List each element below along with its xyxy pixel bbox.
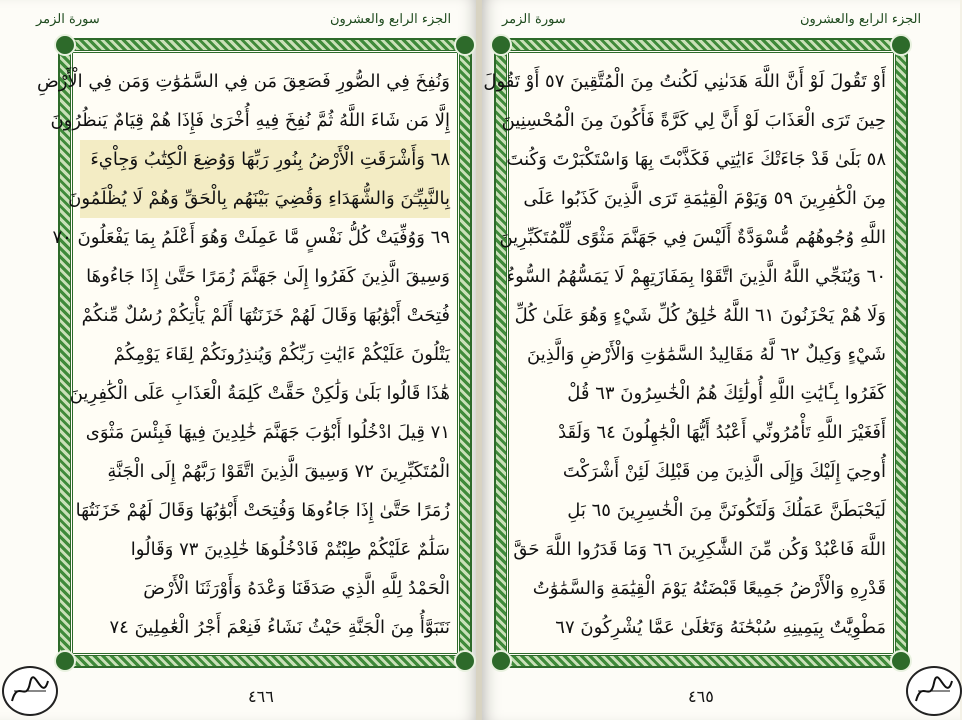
page-number-right: ٤٦٥	[688, 687, 714, 706]
text-line: وَنُفِخَ فِي الصُّورِ فَصَعِقَ مَن فِي السَّمَٰوَٰتِ وَمَن فِي الْأَرْضِ	[36, 71, 450, 92]
publisher-seal-logo	[906, 666, 962, 716]
text-line: مِنَ الْكَٰفِرِينَ ٥٩ وَيَوْمَ الْقِيَٰمَةِ تَرَى الَّذِينَ كَذَبُوا عَلَى	[523, 188, 886, 209]
text-line: حِينَ تَرَى الْعَذَابَ لَوْ أَنَّ لِي كَرَّةً فَأَكُونَ مِنَ الْمُحْسِنِينَ	[501, 110, 886, 131]
right-page	[482, 0, 960, 720]
text-line: شَيْءٍ وَكِيلٌ ٦٢ لَّهُ مَقَالِيدُ السَّمَٰوَٰتِ وَالْأَرْضِ وَالَّذِينَ	[527, 344, 886, 365]
frame-corner-ornament	[890, 34, 912, 56]
text-line: سَلَٰمٌ عَلَيْكُمْ طِبْتُمْ فَادْخُلُوهَا خَٰلِدِينَ ٧٣ وَقَالُوا	[130, 539, 450, 560]
frame-corner-ornament	[890, 650, 912, 672]
text-line: اللَّهِ وُجُوهُهُم مُّسْوَدَّةٌ أَلَيْسَ فِي جَهَنَّمَ مَثْوًى لِّلْمُتَكَبِّرِينَ	[499, 227, 886, 248]
text-line: يَتْلُونَ عَلَيْكُمْ ءَايَٰتِ رَبِّكُمْ وَيُنذِرُونَكُمْ لِقَاءَ يَوْمِكُمْ	[113, 344, 450, 365]
frame-corner-ornament	[490, 34, 512, 56]
header-juz-right: الجزء الرابع والعشرون	[800, 12, 922, 27]
header-surah-right: سورة الزمر	[502, 12, 566, 27]
text-line: وَلَا هُمْ يَحْزَنُونَ ٦١ اللَّهُ خَٰلِقُ كُلِّ شَيْءٍ وَهُوَ عَلَىٰ كُلِّ	[514, 305, 886, 326]
text-line: ٥٨ بَلَىٰ قَدْ جَاءَتْكَ ءَايَٰتِي فَكَذَّبْتَ بِهَا وَاسْتَكْبَرْتَ وَكُنتَ	[506, 149, 886, 170]
text-line: ٦٩ وَوُفِّيَتْ كُلُّ نَفْسٍ مَّا عَمِلَتْ وَهُوَ أَعْلَمُ بِمَا يَفْعَلُونَ ٧٠	[52, 227, 450, 248]
left-page	[0, 0, 478, 720]
frame-corner-ornament	[454, 650, 476, 672]
ornamental-frame-right	[483, 38, 908, 668]
text-line: الْمُتَكَبِّرِينَ ٧٢ وَسِيقَ الَّذِينَ اتَّقَوْا رَبَّهُمْ إِلَى الْجَنَّةِ	[107, 461, 450, 482]
text-line-highlighted: بِالنَّبِيِّـۧنَ وَالشُّهَدَاءِ وَقُضِيَ بَيْنَهُم بِالْحَقِّ وَهُمْ لَا يُظْلَمُونَ	[80, 179, 450, 218]
text-line: ٧١ قِيلَ ادْخُلُوا أَبْوَٰبَ جَهَنَّمَ خَٰلِدِينَ فِيهَا فَبِئْسَ مَثْوَى	[85, 422, 450, 443]
text-line: لَيَحْبَطَنَّ عَمَلُكَ وَلَتَكُونَنَّ مِنَ الْخَٰسِرِينَ ٦٥ بَلِ	[567, 500, 886, 521]
seal-calligraphy-icon	[912, 673, 956, 709]
text-line: إِلَّا مَن شَاءَ اللَّهُ ثُمَّ نُفِخَ فِيهِ أُخْرَىٰ فَإِذَا هُمْ قِيَامٌ يَنظُرُونَ	[50, 110, 450, 131]
header-juz-left: الجزء الرابع والعشرون	[330, 12, 452, 27]
quran-text-left	[36, 62, 450, 646]
text-line: أَفَغَيْرَ اللَّهِ تَأْمُرُونِّي أَعْبُدُ أَيُّهَا الْجَٰهِلُونَ ٦٤ وَلَقَدْ	[558, 422, 886, 443]
frame-corner-ornament	[490, 650, 512, 672]
seal-calligraphy-icon	[8, 673, 52, 709]
text-line: نَتَبَوَّأُ مِنَ الْجَنَّةِ حَيْثُ نَشَاءُ فَنِعْمَ أَجْرُ الْعَٰمِلِينَ ٧٤	[109, 617, 450, 638]
text-line: ٦٠ وَيُنَجِّي اللَّهُ الَّذِينَ اتَّقَوْا بِمَفَازَتِهِمْ لَا يَمَسُّهُمُ السُّوءُ	[506, 266, 886, 287]
text-line: هَٰذَا قَالُوا بَلَىٰ وَلَٰكِنْ حَقَّتْ كَلِمَةُ الْعَذَابِ عَلَى الْكَٰفِرِينَ	[69, 383, 450, 404]
text-line: فُتِحَتْ أَبْوَٰبُهَا وَقَالَ لَهُمْ خَزَنَتُهَا أَلَمْ يَأْتِكُمْ رُسُلٌ مِّنكُمْ	[81, 305, 450, 326]
text-line: مَطْوِيَّٰتٌ بِيَمِينِهِ سُبْحَٰنَهُ وَتَعَٰلَىٰ عَمَّا يُشْرِكُونَ ٦٧	[555, 617, 886, 638]
quran-text-right	[483, 62, 886, 646]
text-line: أَوْ تَقُولَ لَوْ أَنَّ اللَّهَ هَدَىٰنِي لَكُنتُ مِنَ الْمُتَّقِينَ ٥٧ أَوْ تَقُولَ	[483, 71, 886, 92]
text-line: كَفَرُوا بِـَٔايَٰتِ اللَّهِ أُولَٰئِكَ هُمُ الْخَٰسِرُونَ ٦٣ قُلْ	[567, 383, 886, 404]
ornamental-frame-left	[36, 38, 472, 668]
page-number-left: ٤٦٦	[248, 687, 274, 706]
frame-corner-ornament	[454, 34, 476, 56]
frame-corner-ornament	[54, 650, 76, 672]
frame-corner-ornament	[54, 34, 76, 56]
text-line: قَدْرِهِ وَالْأَرْضُ جَمِيعًا قَبْضَتُهُ يَوْمَ الْقِيَٰمَةِ وَالسَّمَٰوَٰتُ	[532, 578, 886, 599]
text-line: وَسِيقَ الَّذِينَ كَفَرُوا إِلَىٰ جَهَنَّمَ زُمَرًا حَتَّىٰ إِذَا جَاءُوهَا	[86, 266, 450, 287]
text-line: أُوحِيَ إِلَيْكَ وَإِلَى الَّذِينَ مِن قَبْلِكَ لَئِنْ أَشْرَكْتَ	[562, 461, 886, 482]
text-line: اللَّهَ فَاعْبُدْ وَكُن مِّنَ الشَّٰكِرِينَ ٦٦ وَمَا قَدَرُوا اللَّهَ حَقَّ	[513, 539, 886, 560]
header-surah-left: سورة الزمر	[36, 12, 100, 27]
text-line-highlighted: ٦٨ وَأَشْرَقَتِ الْأَرْضُ بِنُورِ رَبِّهَا وَوُضِعَ الْكِتَٰبُ وَجِاْيءَ	[80, 140, 450, 179]
publisher-seal-logo	[2, 666, 58, 716]
text-line: زُمَرًا حَتَّىٰ إِذَا جَاءُوهَا وَفُتِحَتْ أَبْوَٰبُهَا وَقَالَ لَهُمْ خَزَنَتُهَا	[75, 500, 450, 521]
text-line: الْحَمْدُ لِلَّهِ الَّذِي صَدَقَنَا وَعْدَهُ وَأَوْرَثَنَا الْأَرْضَ	[143, 578, 450, 599]
